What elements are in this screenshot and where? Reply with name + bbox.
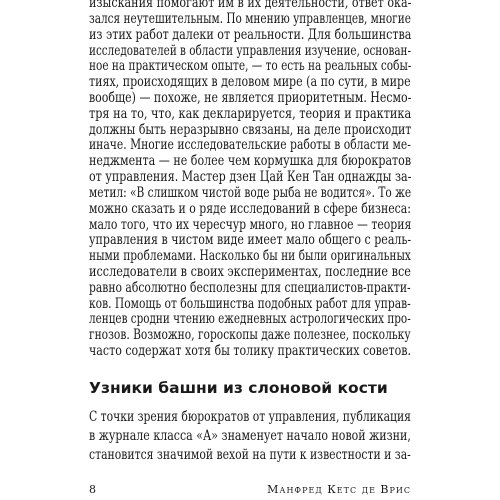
text-line: ное на практическом опыте, — то есть на реальных собы- [89, 58, 412, 75]
text-line: иначе. Многие исследовательские работы в области ме- [89, 137, 411, 154]
text-line: управления в чистом виде имеет мало общего с реаль- [89, 232, 412, 249]
page-number: 8 [89, 483, 96, 496]
text-line: ными проблемами. Насколько бы ни были оригинальных [89, 248, 411, 265]
text-line: тиях, происходящих в деловом мире (а по сути, в мире [89, 74, 411, 91]
text-line: вообще) — похоже, не является приоритетным. Несмо- [89, 89, 412, 106]
text-line: С точки зрения бюрократов от управления, публикация [89, 409, 411, 425]
text-line: в журнале класса «А» знаменует начало новой жизни, [89, 428, 411, 444]
text-line: тря на то, что, как декларируется, теория и практика [89, 105, 412, 122]
text-line: мало того, что их чересчур много, но главное — теория [89, 216, 412, 233]
text-line: метил: «В слишком чистой воде рыба не водится». То же [89, 184, 412, 201]
text-line: из этих работ далеки от реальности. Для большинства [89, 26, 412, 43]
text-line: изыскания помогают им в их деятельности, ответ ока- [89, 0, 412, 11]
text-line: гнозов. Возможно, гороскопы даже полезнее, поскольку [89, 327, 411, 344]
text-line: зался неутешительным. По мнению управленцев, многие [89, 10, 411, 27]
running-footer-author: Манфред Кетс де Врис [267, 483, 411, 496]
text-line: должны быть неразрывно связаны, на деле происходит [89, 121, 412, 138]
text-line: исследователей в области управления изучение, основан- [89, 42, 412, 59]
text-line: равно абсолютно бесполезны для специалистов-практи- [89, 279, 411, 296]
text-line: исследователи в своих экспериментах, последние все [89, 263, 411, 280]
text-line: становится значимой вехой на пути к известности и за- [89, 447, 411, 463]
text-line: часто содержат хотя бы толику практических советов. [89, 343, 412, 359]
text-line: неджмента — не более чем кормушка для бюрократов [89, 153, 412, 170]
text-line: ленцев сродни чтению ежедневных астрологических про- [89, 311, 411, 328]
text-line: можно сказать и о ряде исследований в сфере бизнеса: [89, 200, 411, 217]
text-line: от управления. Мастер дзен Цай Кен Тан однажды за- [89, 169, 412, 185]
text-line: ков. Помощь от большинства подобных работ для управ- [89, 295, 411, 312]
section-heading: Узники башни из слоновой кости [89, 379, 388, 397]
